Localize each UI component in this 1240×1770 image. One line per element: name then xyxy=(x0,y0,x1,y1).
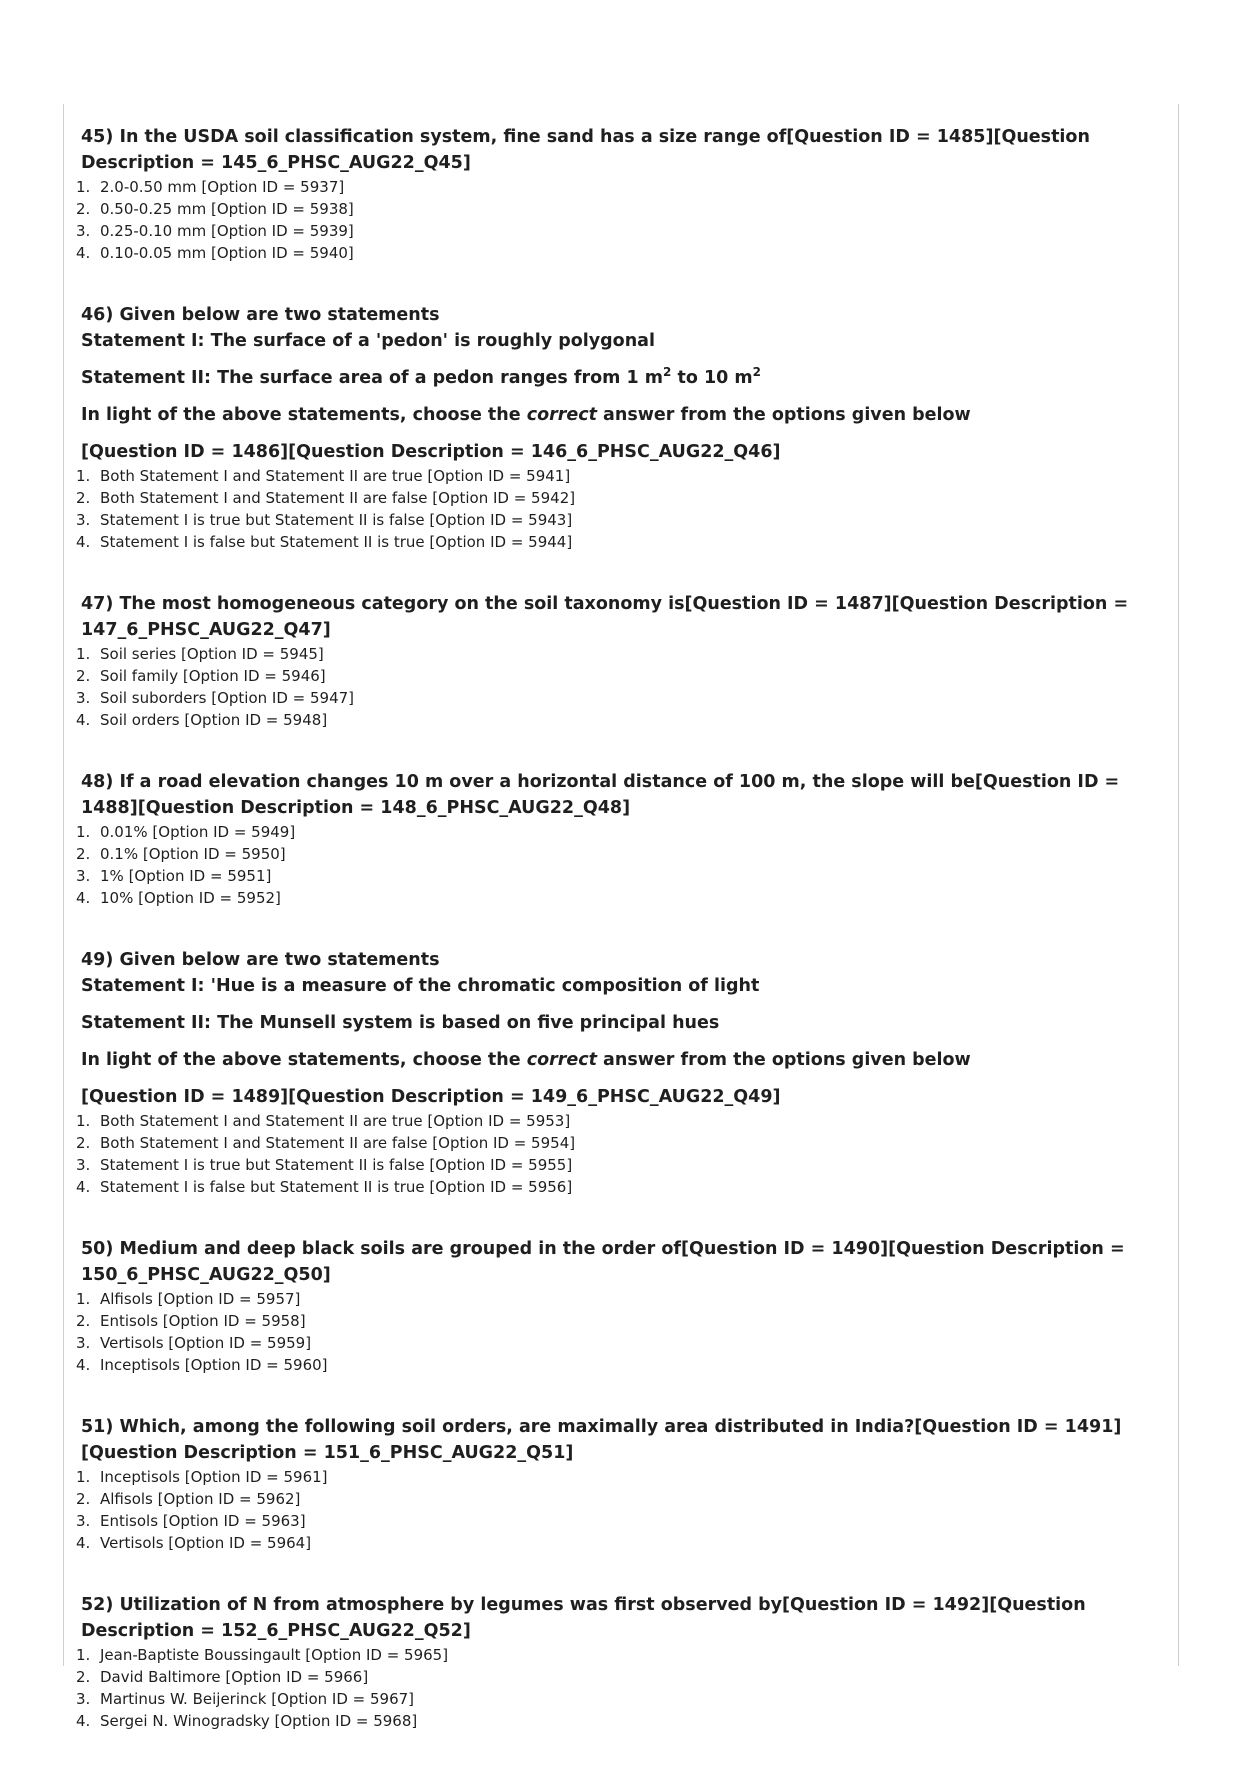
question-47 xyxy=(64,591,1144,731)
question-list xyxy=(64,124,1144,1770)
instruction: In light of the above statements, choose the correct answer from the options given below xyxy=(81,1050,971,1070)
option-item: 4. 10% [Option ID = 5952] xyxy=(76,889,281,907)
option-item: 4. Vertisols [Option ID = 5964] xyxy=(76,1534,312,1552)
question-intro: 49) Given below are two statements xyxy=(81,950,440,970)
option-item: 2. Soil family [Option ID = 5946] xyxy=(76,667,326,685)
option-item: 3. Entisols [Option ID = 5963] xyxy=(76,1512,306,1530)
question-50 xyxy=(64,1236,1144,1376)
statement-1: Statement I: The surface of a 'pedon' is roughly polygonal xyxy=(81,331,655,351)
option-item: 3. Statement I is true but Statement II is false [Option ID = 5955] xyxy=(76,1156,573,1174)
option-item: 1. Jean-Baptiste Boussingault [Option ID = 5965] xyxy=(76,1646,449,1664)
option-item: 1. Both Statement I and Statement II are true [Option ID = 5953] xyxy=(76,1112,571,1130)
option-list xyxy=(64,643,1144,731)
question-title: 47) The most homogeneous category on the soil taxonomy is[Question ID = 1487][Question Description = 147_6_PHSC_AUG22_Q47] xyxy=(81,594,1129,640)
option-item: 4. 0.10-0.05 mm [Option ID = 5940] xyxy=(76,244,354,262)
option-list xyxy=(64,176,1144,264)
question-title: 51) Which, among the following soil orders, are maximally area distributed in India?[Question ID = 1491][Question Description = 151_6_PHSC_AUG22_Q51] xyxy=(81,1417,1122,1463)
option-item: 4. Statement I is false but Statement II is true [Option ID = 5944] xyxy=(76,533,573,551)
question-title: 45) In the USDA soil classification system, fine sand has a size range of[Question ID = 1485][Question Description = 145_6_PHSC_AUG22_Q45] xyxy=(81,127,1090,173)
question-51 xyxy=(64,1414,1144,1554)
question-title: 48) If a road elevation changes 10 m over a horizontal distance of 100 m, the slope will be[Question ID = 1488][Question Description = 148_6_PHSC_AUG22_Q48] xyxy=(81,772,1120,818)
option-list xyxy=(64,1110,1144,1198)
instruction: In light of the above statements, choose the correct answer from the options given below xyxy=(81,405,971,425)
option-item: 2. Both Statement I and Statement II are false [Option ID = 5942] xyxy=(76,489,576,507)
option-item: 1. 2.0-0.50 mm [Option ID = 5937] xyxy=(76,178,345,196)
option-list xyxy=(64,821,1144,909)
question-49 xyxy=(64,947,1144,1198)
option-item: 4. Inceptisols [Option ID = 5960] xyxy=(76,1356,328,1374)
question-title: 52) Utilization of N from atmosphere by legumes was first observed by[Question ID = 1492][Question Description = 152_6_PHSC_AUG22_Q52] xyxy=(81,1595,1086,1641)
option-item: 3. 1% [Option ID = 5951] xyxy=(76,867,272,885)
option-item: 2. 0.50-0.25 mm [Option ID = 5938] xyxy=(76,200,354,218)
option-list xyxy=(64,1288,1144,1376)
option-item: 4. Sergei N. Winogradsky [Option ID = 5968] xyxy=(76,1712,418,1730)
option-item: 3. 0.25-0.10 mm [Option ID = 5939] xyxy=(76,222,354,240)
option-item: 4. Statement I is false but Statement II is true [Option ID = 5956] xyxy=(76,1178,573,1196)
question-52 xyxy=(64,1592,1144,1732)
option-item: 3. Soil suborders [Option ID = 5947] xyxy=(76,689,355,707)
option-list xyxy=(64,1644,1144,1732)
option-item: 2. David Baltimore [Option ID = 5966] xyxy=(76,1668,369,1686)
option-item: 4. Soil orders [Option ID = 5948] xyxy=(76,711,328,729)
question-intro: 46) Given below are two statements xyxy=(81,305,440,325)
question-ids: [Question ID = 1489][Question Description = 149_6_PHSC_AUG22_Q49] xyxy=(81,1087,781,1107)
option-item: 2. 0.1% [Option ID = 5950] xyxy=(76,845,286,863)
option-item: 1. Soil series [Option ID = 5945] xyxy=(76,645,324,663)
option-item: 2. Entisols [Option ID = 5958] xyxy=(76,1312,306,1330)
option-item: 3. Vertisols [Option ID = 5959] xyxy=(76,1334,312,1352)
option-item: 2. Alfisols [Option ID = 5962] xyxy=(76,1490,301,1508)
option-list xyxy=(64,465,1144,553)
option-item: 3. Martinus W. Beijerinck [Option ID = 5967] xyxy=(76,1690,415,1708)
statement-1: Statement I: 'Hue is a measure of the chromatic composition of light xyxy=(81,976,760,996)
statement-2: Statement II: The Munsell system is based on five principal hues xyxy=(81,1013,720,1033)
question-46 xyxy=(64,302,1144,553)
question-title: 50) Medium and deep black soils are grouped in the order of[Question ID = 1490][Question Description = 150_6_PHSC_AUG22_Q50] xyxy=(81,1239,1125,1285)
option-item: 3. Statement I is true but Statement II is false [Option ID = 5943] xyxy=(76,511,573,529)
option-item: 1. Inceptisols [Option ID = 5961] xyxy=(76,1468,328,1486)
option-list xyxy=(64,1466,1144,1554)
option-item: 1. Both Statement I and Statement II are true [Option ID = 5941] xyxy=(76,467,571,485)
statement-2: Statement II: The surface area of a pedon ranges from 1 $m^2$ to 10 $m^2$ xyxy=(81,365,761,388)
option-item: 1. 0.01% [Option ID = 5949] xyxy=(76,823,296,841)
question-45 xyxy=(64,124,1144,264)
question-48 xyxy=(64,769,1144,909)
option-item: 1. Alfisols [Option ID = 5957] xyxy=(76,1290,301,1308)
question-ids: [Question ID = 1486][Question Description = 146_6_PHSC_AUG22_Q46] xyxy=(81,442,781,462)
option-item: 2. Both Statement I and Statement II are false [Option ID = 5954] xyxy=(76,1134,576,1152)
